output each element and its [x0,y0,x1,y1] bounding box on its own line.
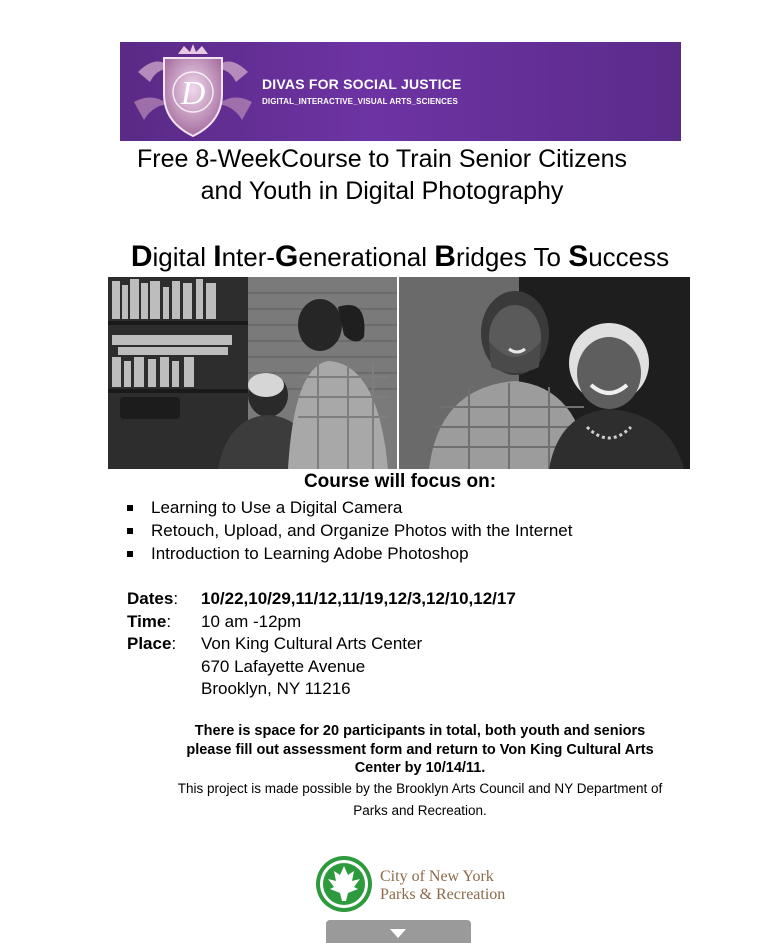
program-initial: B [434,240,456,273]
place-label-text: Place [127,634,172,653]
photo-youth-senior-smiling [399,277,690,469]
photo-bookshelf-senior-youth [108,277,397,469]
program-initial: G [275,240,299,273]
place-line2: 670 Lafayette Avenue [201,656,366,676]
time-label-text: Time [127,611,167,631]
focus-item-text: Retouch, Upload, and Organize Photos with the Internet [151,521,573,540]
notice-line1: There is space for 20 participants in total, both youth and seniors [194,723,646,739]
program-initial: I [213,240,222,273]
time-value: 10 am -12pm [201,611,302,631]
program-word-rest: nter- [221,242,276,272]
bullet-icon [127,505,133,511]
program-initial: D [130,240,153,273]
program-word-rest: uccess [588,242,670,272]
place-label: Place: [127,634,177,653]
time-label: Time: [127,611,172,631]
logo-line2: Parks & Recreation [380,886,506,903]
notice-line3: Center by 10/14/11. [354,760,486,776]
dates-label: Dates: [127,589,179,608]
place-line1: Von King Cultural Arts Center [201,634,423,653]
logo-line1: City of New York [380,868,494,885]
bullet-icon [127,528,133,534]
chevron-down-icon [390,929,406,938]
focus-heading: Course will focus on: [303,471,497,492]
headline-line1: Free 8-WeekCourse to Train Senior Citizens [136,145,627,173]
credit-line1: This project is made possible by the Brooklyn Arts Council and NY Department of [177,781,663,796]
funding-credit [140,778,700,822]
divas-shield-logo [128,42,258,141]
banner [120,42,681,141]
dates-value: 10/22,10/29,11/12,11/19,12/3,12/10,12/17 [201,589,516,608]
nyc-parks-logo [314,855,534,913]
credit-line2: Parks and Recreation. [353,803,487,818]
scroll-down-button[interactable] [326,920,471,943]
program-initial: S [568,240,589,273]
maple-leaf-icon [314,855,374,913]
list-item [127,519,572,542]
list-item [127,542,572,565]
banner-subtitle: DIGITAL_INTERACTIVE_VISUAL ARTS_SCIENCES [262,97,458,106]
list-item [127,496,572,519]
focus-item-text: Learning to Use a Digital Camera [151,498,403,517]
headline-line2: and Youth in Digital Photography [200,177,564,205]
dates-label-text: Dates [127,589,174,608]
participation-notice [140,722,700,778]
bullet-icon [127,551,133,557]
program-word-rest: enerational [298,242,435,272]
focus-item-text: Introduction to Learning Adobe Photoshop [151,544,469,563]
program-title [0,240,764,274]
notice-line2: please fill out assessment form and return to Von King Cultural Arts [186,741,654,758]
program-word-rest: igital [152,242,214,272]
banner-title: DIVAS FOR SOCIAL JUSTICE [262,76,462,92]
shield-letter: D [180,75,206,112]
program-word-rest: ridges To [455,242,569,272]
place-line3: Brooklyn, NY 11216 [201,679,351,698]
focus-list [127,496,572,565]
